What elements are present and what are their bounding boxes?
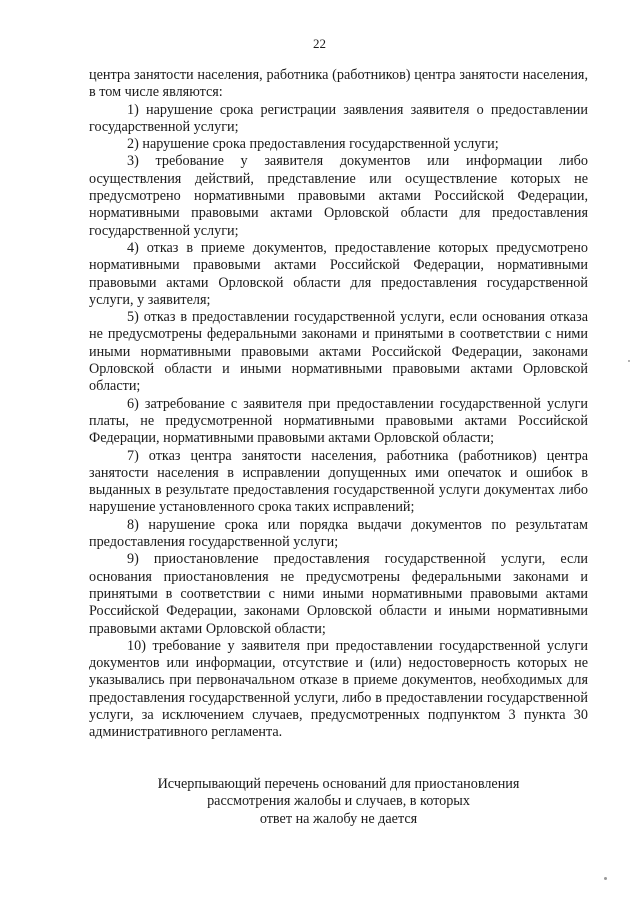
list-item: 2) нарушение срока предоставления государственной услуги; — [127, 136, 499, 153]
intro-paragraph: центра занятости населения, работника (работников) центра занятости населения, в том числе являются: — [89, 67, 588, 101]
section-heading-line: Исчерпывающий перечень оснований для приостановления — [157, 776, 520, 792]
list-item: 10) требование у заявителя при предоставлении государственной услуги документов или информации, отсутствие и (или) недостоверность которых не указывались при первоначальном отказе в приеме документов, необходимых для предоставления государственной услуги, либо в предоставлении государственной услуги, за исключением случаев, предусмотренных подпунктом 3 пункта 30 административного регламента. — [89, 637, 588, 741]
section-heading-line: рассмотрения жалобы и случаев, в которых — [207, 793, 470, 810]
list-item: 1) нарушение срока регистрации заявления заявителя о предоставлении государственной услуги; — [89, 101, 588, 135]
scan-speck — [628, 360, 630, 362]
section-heading — [89, 776, 588, 828]
list-item: 7) отказ центра занятости населения, работника (работников) центра занятости населения в исправлении допущенных ими опечаток и ошибок в выданных в результате предоставления государственной услуги документах либо нарушение установленного срока таких исправлений; — [89, 447, 588, 516]
list-item: 3) требование у заявителя документов или информации либо осуществления действий, представление или осуществление которых не предусмотрено нормативными правовыми актами Российской Федерации, нормативными правовыми актами Орловской области для предоставления государственной услуги; — [89, 153, 588, 239]
list-item: 8) нарушение срока или порядка выдачи документов по результатам предоставления государственной услуги; — [89, 516, 588, 551]
scan-speck — [604, 877, 607, 880]
list-item: 6) затребование с заявителя при предоставлении государственной услуги платы, не предусмотренной нормативными правовыми актами Российской Федерации, нормативными правовыми актами Орловской области; — [89, 395, 588, 447]
section-heading-line: ответ на жалобу не дается — [259, 810, 418, 827]
list-item: 9) приостановление предоставления государственной услуги, если основания приостановления не предусмотрены федеральными законами и принятыми в соответствии с ними иными нормативными правовыми актами Российской Федерации, законами Орловской области и иными нормативными правовыми актами Орловской области; — [89, 551, 588, 637]
list-item: 4) отказ в приеме документов, предоставление которых предусмотрено нормативными правовыми актами Российской Федерации, нормативными правовыми актами Орловской области для предоставления государственной услуги, у заявителя; — [89, 239, 588, 308]
document-body — [89, 67, 588, 742]
page-number: 22 — [313, 36, 326, 51]
list-item: 5) отказ в предоставлении государственной услуги, если основания отказа не предусмотрены федеральными законами и принятыми в соответствии с ними иными нормативными правовыми актами Российской Федерации, законами Орловской области и иными нормативными правовыми актами Орловской области; — [89, 309, 588, 395]
